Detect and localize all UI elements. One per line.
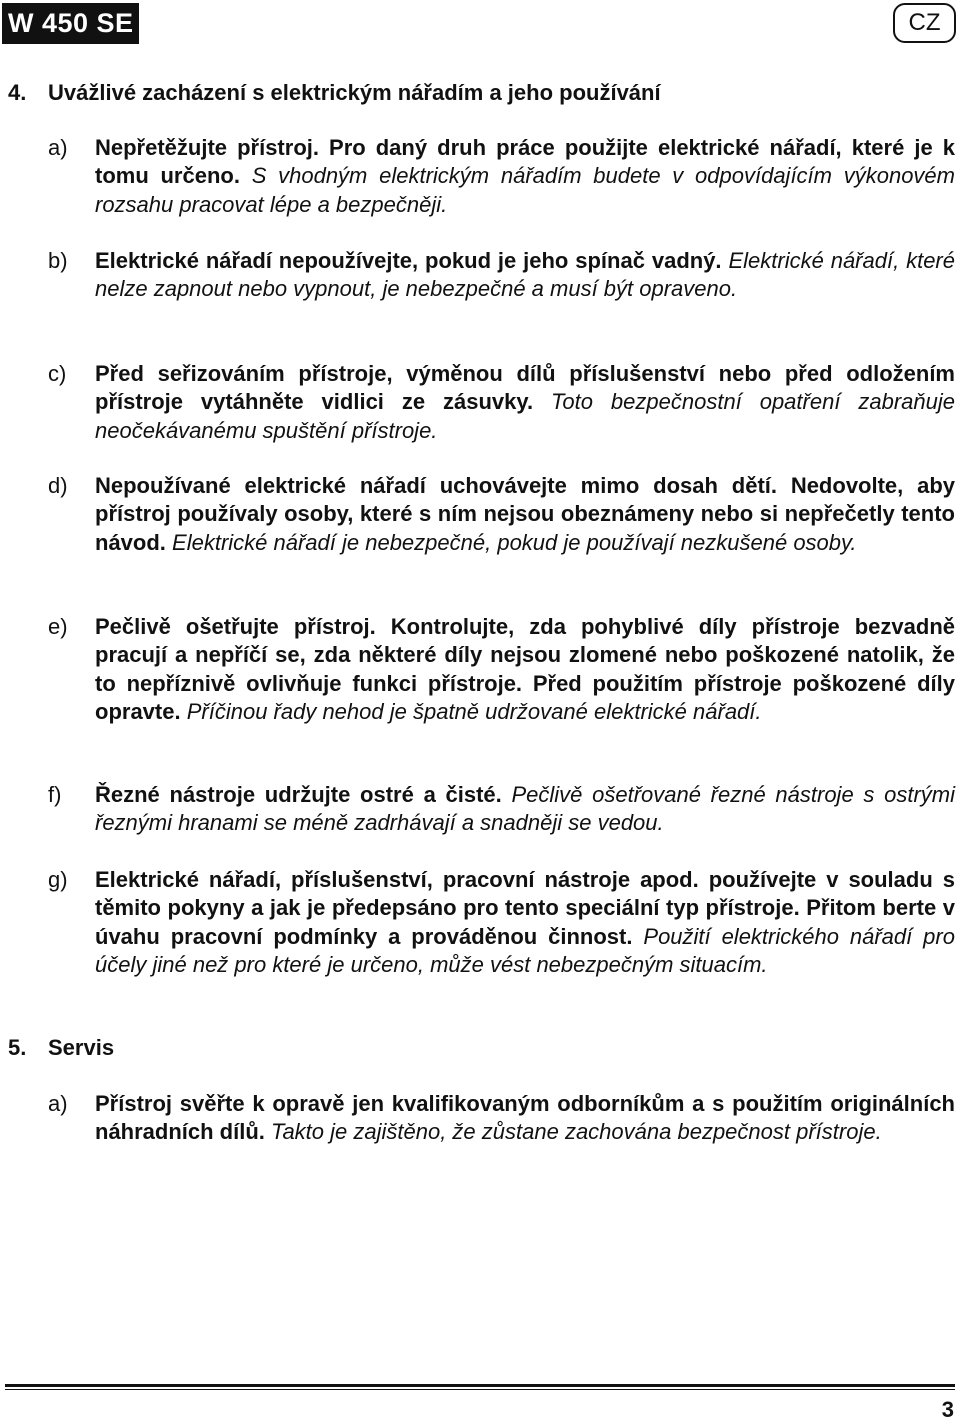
item-body [95,134,955,219]
section-number: 4. [8,80,27,105]
section-heading [8,79,661,107]
item-body [95,781,955,838]
item-italic-text: Použití elektrického nářadí pro účely jiné než pro které je určeno, může vést nebezpečným situacím. [95,923,955,978]
item-label: d) [48,473,68,498]
item-label: a) [48,1091,68,1116]
item-label: f) [48,782,62,807]
list-item [48,134,955,219]
section-number: 5. [8,1035,27,1060]
item-italic-text: S vhodným elektrickým nářadím budete v odpovídajícím výkonovém rozsahu pracovat lépe a bezpečněji. [95,163,955,217]
section-heading [8,1034,114,1062]
page-number: 3 [941,1397,954,1422]
item-italic-text: Takto je zajištěno, že zůstane zachována bezpečnost přístroje. [271,1119,882,1145]
section-title: Uvážlivé zacházení s elektrickým nářadím a jeho používání [48,80,661,105]
list-item [48,866,955,980]
item-label: b) [48,248,68,273]
list-item [48,613,955,727]
model-badge: W 450 SE [2,3,139,44]
item-bold-text: Přístroj svěřte k opravě jen kvalifikovaným odborníkům a s použitím originálních náhradních dílů. [95,1091,955,1145]
section-title: Servis [48,1035,115,1060]
item-bold-text: Řezné nástroje udržujte ostré a čisté. [95,782,502,807]
item-body [95,247,955,304]
item-bold-text: Elektrické nářadí nepoužívejte, pokud je jeho spínač vadný. [95,248,722,273]
item-bold-text: Před seřizováním přístroje, výměnou dílů příslušenství nebo před odložením přístroje vytáhněte vidlici ze zásuvky. [95,361,955,415]
item-italic-text: Toto bezpečnostní opatření zabraňuje neočekávanému spuštění přístroje. [95,389,955,443]
list-item [48,1090,955,1147]
item-label: c) [48,361,67,386]
item-italic-text: Pečlivě ošetřované řezné nástroje s ostrými řeznými hranami se méně zadrhávají a snadněji se vedou. [95,782,955,836]
item-italic-text: Elektrické nářadí je nebezpečné, pokud je používají nezkušené osoby. [172,529,857,555]
item-bold-text: Elektrické nářadí, příslušenství, pracovní nástroje apod. používejte v souladu s těmito pokyny a jak je předepsáno pro tento speciální typ přístroje. Přitom berte v úvahu pracovní podmínky a prováděnou činnost. [95,867,955,949]
item-label: e) [48,614,68,639]
item-bold-text: Nepoužívané elektrické nářadí uchovávejte mimo dosah dětí. Nedovolte, aby přístroj používaly osoby, které s ním nejsou obeznámeny nebo si nepřečetly tento návod. [95,473,955,555]
item-label: a) [48,135,68,160]
language-badge: CZ [893,3,956,43]
item-body [95,1090,955,1147]
footer-rule [5,1384,955,1387]
item-body [95,472,955,557]
item-body [95,613,955,727]
item-bold-text: Pečlivě ošetřujte přístroj. Kontrolujte, zda pohyblivé díly přístroje bezvadně pracují a nepříčí se, zda některé díly nejsou zlomené nebo poškozené natolik, že to nepříznivě ovlivňuje funkci přístroje. Před použitím přístroje poškozené díly opravte. [95,614,955,725]
item-italic-text: Elektrické nářadí, které nelze zapnout nebo vypnout, je nebezpečné a musí být opraveno. [95,248,955,302]
item-body [95,360,955,445]
item-label: g) [48,867,68,892]
list-item [48,472,955,557]
item-italic-text: Příčinou řady nehod je špatně udržované elektrické nářadí. [186,699,762,725]
item-bold-text: Nepřetěžujte přístroj. Pro daný druh práce použijte elektrické nářadí, které je k tomu určeno. [95,135,955,189]
item-body [95,866,955,980]
list-item [48,360,955,445]
list-item [48,781,955,838]
list-item [48,247,955,304]
